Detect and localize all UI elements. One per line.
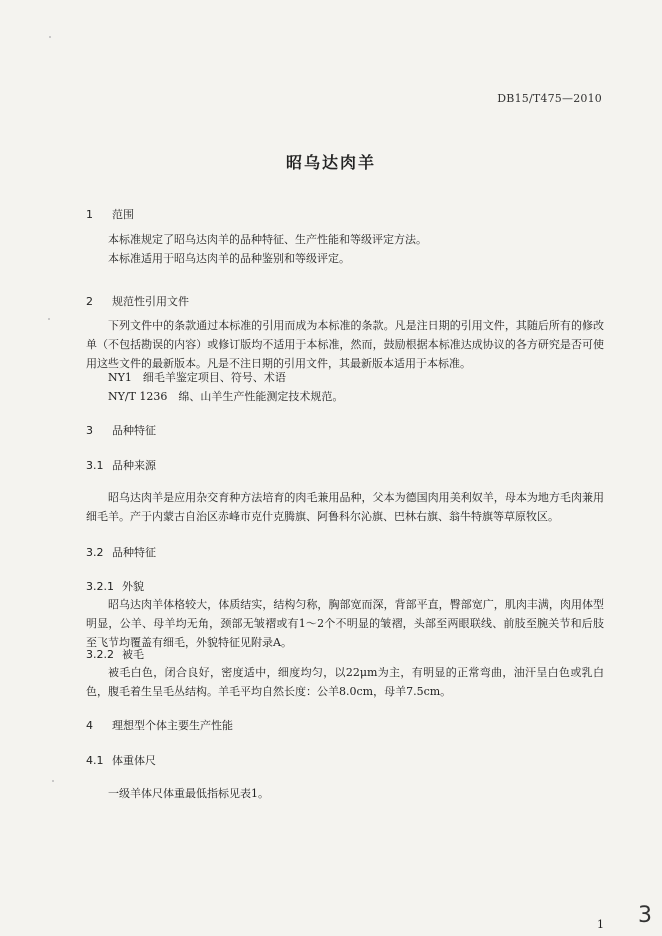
section-title: 被毛 bbox=[122, 648, 144, 661]
normative-references bbox=[86, 368, 604, 406]
document-code: DB15/T475—2010 bbox=[497, 92, 602, 105]
section-1-heading bbox=[86, 206, 604, 222]
section-3-heading bbox=[86, 422, 604, 438]
section-4-1-heading bbox=[86, 752, 604, 768]
section-number: 3.2.1 bbox=[86, 580, 114, 593]
section-title: 体重体尺 bbox=[112, 754, 156, 767]
section-number: 4.1 bbox=[86, 754, 104, 767]
section-title: 品种特征 bbox=[112, 546, 156, 559]
section-number: 3.1 bbox=[86, 459, 104, 472]
section-2-heading bbox=[86, 293, 604, 309]
section-title: 品种来源 bbox=[112, 459, 156, 472]
section-3-2-1-paragraph: 昭乌达肉羊体格较大，体质结实，结构匀称，胸部宽而深，背部平直，臀部宽广，肌肉丰满，肉用体型明显，公羊、母羊均无角，颈部无皱褶或有1～2个不明显的皱褶，头部至两眼联线、前肢至腕关节和后肢至飞节均覆盖有细毛，外貌特征见附录A。 bbox=[86, 598, 604, 649]
paragraph: 本标准规定了昭乌达肉羊的品种特征、生产性能和等级评定方法。 bbox=[108, 233, 427, 246]
section-4-1-paragraph: 一级羊体尺体重最低指标见表1。 bbox=[108, 787, 269, 800]
page-title: 昭乌达肉羊 bbox=[285, 153, 376, 172]
scan-speck bbox=[48, 318, 50, 320]
section-3-1-paragraph: 昭乌达肉羊是应用杂交育种方法培育的肉毛兼用品种，父本为德国肉用美利奴羊，母本为地方毛肉兼用细毛羊。产于内蒙古自治区赤峰市克什克腾旗、阿鲁科尔沁旗、巴林右旗、翁牛特旗等草原牧区。 bbox=[86, 491, 604, 523]
section-number: 3.2 bbox=[86, 546, 104, 559]
section-3-2-2-paragraph: 被毛白色，闭合良好，密度适中，细度均匀，以22μm为主，有明显的正常弯曲，油汗呈白色或乳白色，腹毛着生呈毛丛结构。羊毛平均自然长度：公羊8.0cm，母羊7.5cm。 bbox=[86, 666, 604, 698]
section-1-body bbox=[86, 230, 604, 268]
section-title: 外貌 bbox=[122, 580, 144, 593]
section-number: 1 bbox=[86, 208, 93, 221]
section-title: 理想型个体主要生产性能 bbox=[112, 719, 233, 732]
section-number: 4 bbox=[86, 719, 93, 732]
section-3-2-heading bbox=[86, 544, 604, 560]
page-number: 1 bbox=[597, 918, 604, 931]
section-title: 规范性引用文件 bbox=[112, 295, 189, 308]
section-2-paragraph: 下列文件中的条款通过本标准的引用而成为本标准的条款。凡是注日期的引用文件，其随后所有的修改单（不包括勘误的内容）或修订版均不适用于本标准，然而，鼓励根据本标准达成协议的各方研究是否可使用这些文件的最新版本。凡是不注日期的引用文件，其最新版本适用于本标准。 bbox=[86, 319, 604, 370]
section-4-heading bbox=[86, 717, 604, 733]
section-number: 3.2.2 bbox=[86, 648, 114, 661]
section-3-2-1-heading bbox=[86, 578, 604, 594]
section-3-1-heading bbox=[86, 457, 604, 473]
paragraph: 本标准适用于昭乌达肉羊的品种鉴别和等级评定。 bbox=[108, 252, 350, 265]
reference-item: NY1 细毛羊鉴定项目、符号、术语 bbox=[108, 371, 286, 384]
handwritten-mark: 3 bbox=[638, 903, 652, 928]
scan-speck bbox=[52, 780, 54, 782]
reference-item: NY/T 1236 绵、山羊生产性能测定技术规范。 bbox=[108, 390, 344, 403]
section-title: 品种特征 bbox=[112, 424, 156, 437]
section-title: 范围 bbox=[112, 208, 134, 221]
section-number: 2 bbox=[86, 295, 93, 308]
scan-speck bbox=[49, 36, 51, 38]
section-number: 3 bbox=[86, 424, 93, 437]
section-3-2-2-heading bbox=[86, 646, 604, 662]
